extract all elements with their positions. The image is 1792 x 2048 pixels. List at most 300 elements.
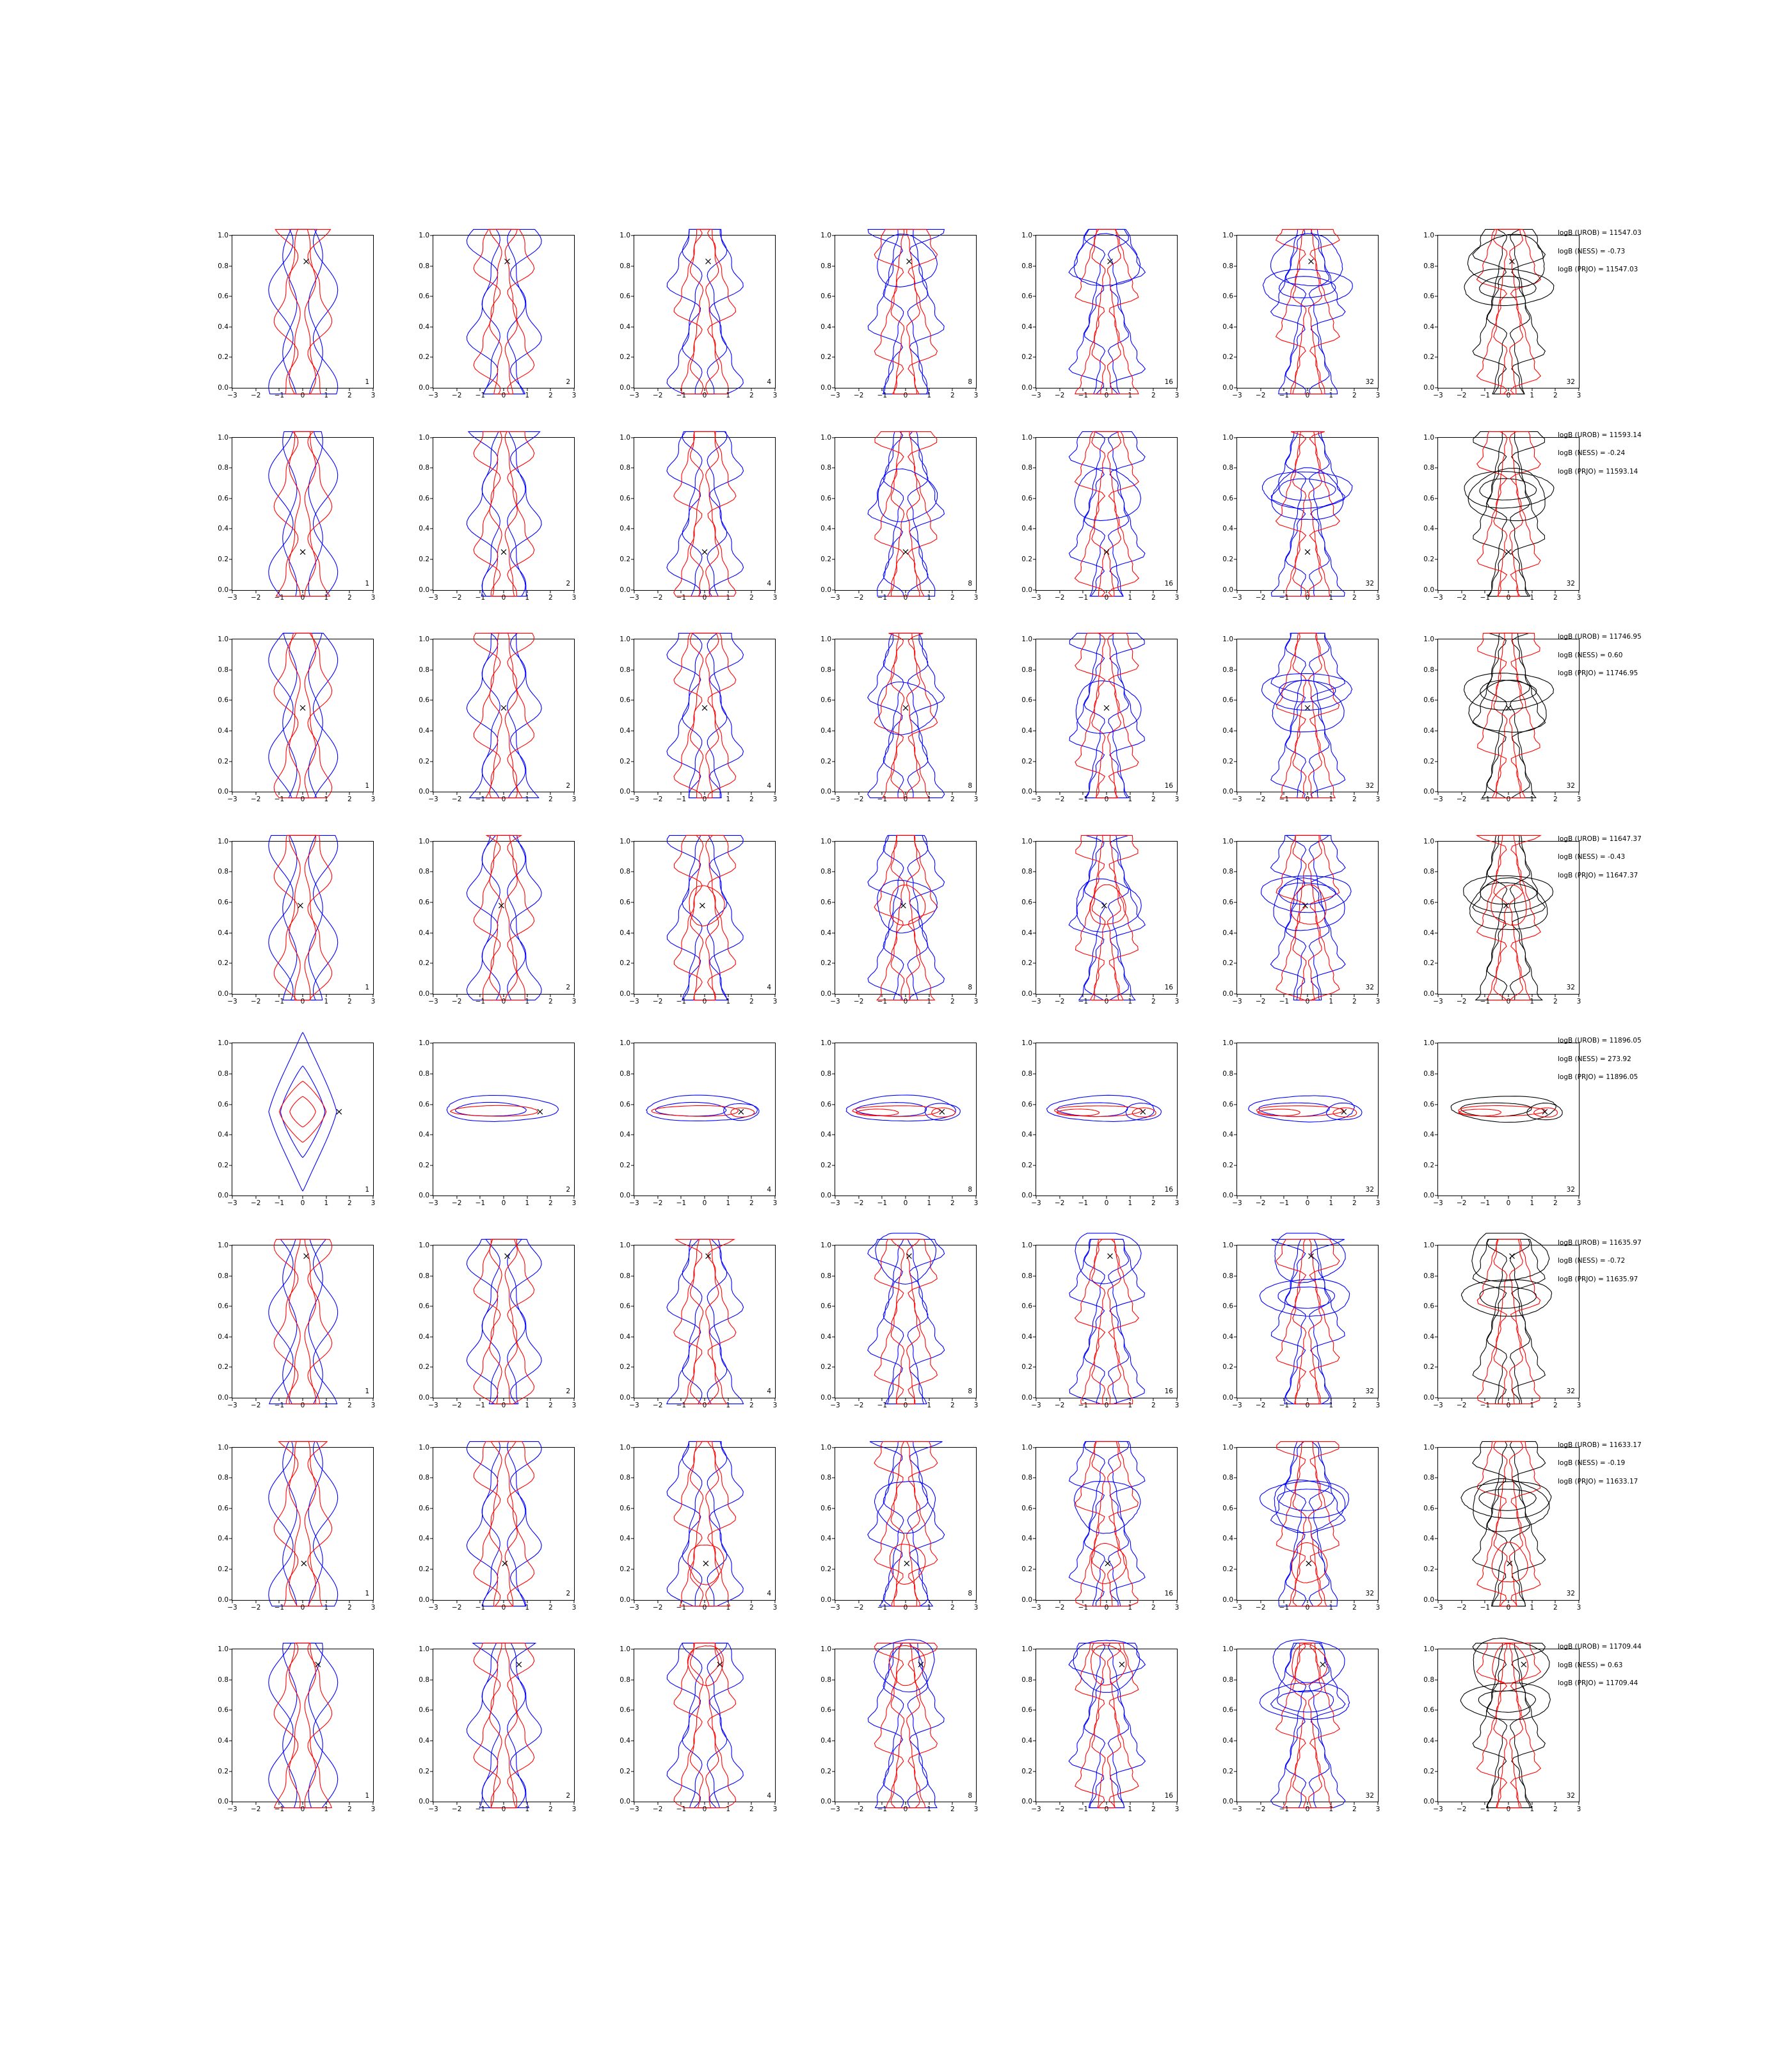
x-tick-mark [573,590,574,593]
y-tick-label: 0.4 [419,726,429,735]
y-tick-label: 0.6 [1222,898,1233,906]
truth-marker [703,1560,708,1565]
y-tick-label: 1.0 [419,231,429,239]
x-tick-mark [1106,1802,1107,1805]
y-tick-mark [832,235,835,236]
y-tick-mark [1234,761,1237,762]
x-tick-mark [372,1196,373,1199]
contour-lines [1237,1245,1378,1398]
x-tick-mark [1059,1600,1060,1603]
x-tick-label: 0 [501,392,506,399]
y-tick-mark [832,700,835,701]
x-tick-mark [1307,388,1308,391]
y-tick-label: 1.0 [820,635,831,643]
y-tick-mark [1033,1104,1036,1105]
y-tick-label: 0.8 [218,666,228,674]
x-tick-label: −1 [1480,1401,1491,1409]
x-tick-label: −2 [1054,1805,1065,1814]
y-tick-mark [832,296,835,297]
x-tick-mark [882,1398,883,1401]
logb-label: logB (NESS) = -0.19 [1558,1459,1626,1468]
x-tick-label: −1 [877,997,888,1005]
y-tick-mark [832,437,835,438]
contour-panel [600,1641,778,1823]
y-tick-label: 0.6 [1222,494,1233,502]
x-tick-label: −2 [451,392,462,399]
y-tick-mark [430,498,433,499]
y-tick-label: 0.6 [1423,1100,1434,1108]
x-tick-mark [279,792,280,795]
x-tick-mark [1555,1600,1556,1603]
x-tick-label: 1 [927,593,931,602]
y-tick-label: 1.0 [218,1645,228,1653]
x-tick-label: 0 [702,593,707,602]
y-tick-label: 0.0 [1222,787,1233,796]
x-tick-label: 1 [1128,1603,1132,1612]
x-tick-label: −1 [676,1805,687,1814]
x-tick-mark [1176,792,1177,795]
x-tick-label: −2 [250,997,261,1005]
x-tick-label: −2 [1054,392,1065,399]
y-tick-label: 1.0 [1222,1241,1233,1249]
x-tick-label: −1 [475,1401,486,1409]
y-tick-label: 0.0 [620,787,630,796]
y-tick-label: 0.8 [1423,262,1434,270]
y-tick-label: 0.0 [1222,1192,1233,1200]
x-tick-label: 0 [702,1805,707,1814]
y-tick-mark [229,669,232,670]
row-logb-labels [1558,634,1705,689]
y-tick-label: 0.2 [419,1363,429,1372]
panel-count-label: 32 [1566,1791,1575,1800]
y-tick-label: 1.0 [620,837,630,845]
logb-label: logB (UROB) = 11647.37 [1558,835,1642,843]
y-tick-label: 0.0 [218,989,228,998]
panel-axes [218,1443,376,1612]
x-tick-label: 1 [1329,1603,1333,1612]
x-tick-label: 1 [1128,997,1132,1005]
y-tick-label: 0.8 [1021,666,1032,674]
x-tick-mark [681,994,682,997]
y-tick-label: 0.6 [1021,898,1032,906]
x-tick-mark [952,1398,953,1401]
x-tick-mark [1059,1802,1060,1805]
y-tick-mark [832,357,835,358]
y-tick-mark [1435,730,1438,731]
x-tick-label: −2 [1456,593,1467,602]
x-tick-label: 0 [501,593,506,602]
x-tick-label: 2 [749,1603,754,1612]
y-tick-label: 0.2 [620,757,630,765]
y-tick-label: 0.8 [419,262,429,270]
y-tick-label: 0.2 [218,1363,228,1372]
x-tick-mark [751,1398,752,1401]
x-tick-label: −2 [1456,1401,1467,1409]
x-tick-mark [302,1600,303,1603]
x-tick-label: −2 [853,1805,864,1814]
y-tick-label: 0.8 [1021,1676,1032,1684]
x-tick-label: 1 [324,1805,328,1814]
x-tick-label: 1 [324,997,328,1005]
y-tick-mark [1033,761,1036,762]
x-tick-mark [1260,1600,1261,1603]
contour-panel [1002,429,1180,612]
contour-panel [801,429,979,612]
x-tick-mark [573,1600,574,1603]
y-tick-label: 0.4 [620,323,630,331]
row-logb-labels [1558,230,1705,285]
y-tick-label: 0.0 [218,383,228,392]
y-tick-label: 0.2 [1423,959,1434,967]
y-tick-mark [229,357,232,358]
contour-panel [1002,1237,1180,1420]
row-logb-labels [1558,1240,1705,1295]
panel-count-label: 32 [1365,1791,1374,1800]
contour-lines [433,1245,574,1398]
contour-panel [198,227,376,410]
x-tick-label: 0 [300,593,305,602]
panel-axes [1222,837,1380,1005]
panel-axes [620,837,778,1005]
x-tick-label: −3 [830,392,840,399]
x-tick-label: 2 [749,593,754,602]
x-tick-label: 1 [525,1805,529,1814]
y-tick-mark [1435,1447,1438,1448]
x-tick-mark [1307,590,1308,593]
x-tick-mark [1578,1600,1579,1603]
x-tick-label: 3 [572,392,577,399]
x-tick-mark [657,1196,658,1199]
y-tick-label: 0.8 [620,1676,630,1684]
x-tick-label: −1 [676,997,687,1005]
x-tick-mark [255,590,256,593]
y-tick-mark [631,1043,634,1044]
x-tick-mark [882,1600,883,1603]
y-tick-mark [631,1104,634,1105]
panel-axes [620,1645,778,1814]
x-tick-label: −2 [1456,1603,1467,1612]
truth-marker [298,903,303,908]
panel-axes [419,231,577,399]
x-tick-label: −1 [676,593,687,602]
contour-lines [1036,1448,1177,1600]
x-tick-label: 2 [548,1603,553,1612]
x-tick-mark [1578,1196,1579,1199]
y-tick-label: 0.0 [419,989,429,998]
x-tick-mark [975,1600,976,1603]
y-tick-label: 0.6 [620,1302,630,1310]
y-tick-label: 0.2 [1423,757,1434,765]
y-tick-mark [832,1104,835,1105]
y-tick-label: 0.6 [1222,1706,1233,1715]
x-tick-mark [456,994,457,997]
x-tick-label: 3 [1375,997,1380,1005]
y-tick-label: 0.2 [1423,1363,1434,1372]
x-tick-mark [372,388,373,391]
x-tick-label: 1 [1530,1199,1534,1208]
y-tick-label: 0.6 [820,1100,831,1108]
y-tick-label: 0.8 [620,666,630,674]
x-tick-mark [657,590,658,593]
panel-axes [1222,635,1380,804]
x-tick-label: −1 [1480,997,1491,1005]
contour-lines [634,842,775,994]
x-tick-mark [1555,1802,1556,1805]
x-tick-label: 0 [1506,1603,1511,1612]
y-tick-label: 0.8 [620,868,630,876]
y-tick-mark [1435,357,1438,358]
contour-lines [835,1448,976,1600]
y-tick-mark [229,761,232,762]
truth-marker [700,903,705,908]
x-tick-label: −2 [1054,1603,1065,1612]
x-tick-label: −3 [830,796,840,804]
x-tick-mark [882,1802,883,1805]
x-tick-label: 0 [1305,593,1310,602]
x-tick-label: 0 [501,997,506,1005]
x-tick-mark [503,994,504,997]
y-tick-mark [1435,669,1438,670]
y-tick-label: 1.0 [218,231,228,239]
y-tick-label: 0.0 [1021,1393,1032,1402]
y-tick-label: 0.2 [1222,555,1233,563]
x-tick-label: −2 [451,593,462,602]
x-tick-mark [1461,994,1462,997]
y-tick-mark [832,1336,835,1337]
contour-lines [835,1649,976,1802]
y-tick-label: 1.0 [620,1039,630,1048]
y-tick-label: 1.0 [1423,1443,1434,1452]
x-tick-label: 0 [501,1603,506,1612]
x-tick-mark [681,792,682,795]
x-tick-label: 3 [772,1603,778,1612]
x-tick-mark [681,1600,682,1603]
x-tick-label: 3 [772,997,778,1005]
y-tick-label: 0.0 [419,1797,429,1805]
x-tick-label: 0 [501,1401,506,1409]
y-tick-label: 0.4 [218,525,228,533]
y-tick-label: 0.2 [1222,757,1233,765]
x-tick-label: 3 [1576,997,1581,1005]
y-tick-mark [1435,1679,1438,1680]
panel-count-label: 32 [1566,984,1575,992]
y-tick-label: 0.4 [419,1332,429,1341]
x-tick-mark [279,994,280,997]
x-tick-label: 0 [300,796,305,804]
truth-marker [1305,705,1310,710]
x-tick-mark [1059,994,1060,997]
x-tick-mark [774,1196,775,1199]
truth-marker [900,903,906,908]
x-tick-mark [975,1802,976,1805]
y-tick-mark [832,1771,835,1772]
contour-panel [1203,1237,1380,1420]
x-tick-label: 1 [927,1401,931,1409]
panel-count-label: 4 [767,1185,771,1194]
x-tick-mark [573,994,574,997]
x-tick-mark [1437,1802,1438,1805]
y-tick-label: 0.2 [1021,1767,1032,1775]
x-tick-mark [1555,1196,1556,1199]
y-tick-label: 0.4 [1021,1130,1032,1139]
panel-count-label: 32 [1365,1590,1374,1598]
x-tick-label: −2 [250,1199,261,1208]
panel-axes [820,635,979,804]
y-tick-label: 0.0 [820,383,831,392]
y-tick-label: 0.2 [1021,757,1032,765]
x-tick-label: −3 [428,1805,438,1814]
x-tick-mark [1059,590,1060,593]
y-tick-label: 0.4 [820,525,831,533]
panel-axes [218,837,376,1005]
x-tick-label: 2 [347,1401,352,1409]
y-tick-mark [1234,1649,1237,1650]
panel-count-label: 32 [1365,1388,1374,1396]
x-tick-label: −3 [629,796,639,804]
x-tick-label: 1 [1530,796,1534,804]
y-tick-mark [1234,1771,1237,1772]
x-tick-mark [1153,1398,1154,1401]
x-tick-label: −2 [451,1805,462,1814]
y-tick-label: 0.2 [820,1767,831,1775]
y-tick-label: 0.6 [1423,898,1434,906]
panel-axes [820,1039,979,1208]
panel-count-label: 32 [1566,378,1575,386]
x-tick-label: 2 [347,392,352,399]
y-tick-mark [631,841,634,842]
truth-marker [907,259,912,264]
x-tick-label: 1 [1329,1805,1333,1814]
x-tick-label: 2 [347,1805,352,1814]
panel-axes [419,1443,577,1612]
y-tick-label: 1.0 [1222,433,1233,442]
y-tick-label: 0.6 [1021,1706,1032,1715]
x-tick-mark [1307,994,1308,997]
x-tick-mark [751,388,752,391]
y-tick-mark [631,1710,634,1711]
x-tick-label: 3 [1576,392,1581,399]
x-tick-label: −1 [1078,997,1089,1005]
contour-panel [1203,1641,1380,1823]
x-tick-label: 1 [726,1401,730,1409]
contour-panel [198,1237,376,1420]
y-tick-label: 0.4 [1423,1130,1434,1139]
x-tick-label: 3 [371,1603,376,1612]
contour-panel [1404,1237,1581,1420]
contour-lines [1036,639,1177,792]
y-tick-label: 0.0 [820,1596,831,1604]
x-tick-label: −1 [475,1805,486,1814]
x-tick-mark [1106,792,1107,795]
y-tick-mark [1234,1336,1237,1337]
panel-axes [820,433,979,602]
y-tick-label: 0.8 [1021,463,1032,472]
y-tick-mark [631,235,634,236]
y-tick-label: 0.8 [820,262,831,270]
x-tick-label: −3 [1433,796,1443,804]
x-tick-mark [1236,792,1237,795]
x-tick-label: 2 [1151,392,1156,399]
x-tick-mark [1354,792,1355,795]
truth-marker [1119,1662,1124,1667]
y-tick-label: 0.2 [218,353,228,362]
y-tick-mark [832,1740,835,1741]
x-tick-mark [480,590,481,593]
y-tick-label: 0.2 [820,353,831,362]
x-tick-label: 0 [1305,1401,1310,1409]
y-tick-mark [229,1679,232,1680]
y-tick-label: 0.6 [1423,292,1434,300]
x-tick-label: −1 [1279,392,1290,399]
x-tick-label: 0 [903,997,908,1005]
y-tick-label: 1.0 [620,635,630,643]
y-tick-mark [430,963,433,964]
x-tick-label: 0 [501,1199,506,1208]
y-tick-label: 1.0 [1021,231,1032,239]
y-tick-label: 0.0 [620,1192,630,1200]
y-tick-label: 0.4 [1423,323,1434,331]
y-tick-mark [1033,1367,1036,1368]
x-tick-label: 1 [726,997,730,1005]
y-tick-mark [832,761,835,762]
y-tick-label: 1.0 [820,1039,831,1048]
x-tick-label: 0 [300,1199,305,1208]
panel-axes [419,837,577,1005]
y-tick-label: 0.6 [620,1706,630,1715]
x-tick-label: −3 [629,997,639,1005]
x-tick-label: 0 [1305,796,1310,804]
x-tick-mark [1153,388,1154,391]
truth-marker [1503,903,1508,908]
x-tick-label: −2 [1456,997,1467,1005]
x-tick-mark [774,792,775,795]
y-tick-label: 0.2 [419,959,429,967]
panel-count-label: 8 [968,378,972,386]
x-tick-label: 3 [371,593,376,602]
y-tick-label: 0.8 [218,262,228,270]
contour-panel [399,631,577,813]
x-tick-mark [456,590,457,593]
x-tick-label: 2 [1151,593,1156,602]
x-tick-label: 0 [903,796,908,804]
contour-panel [399,833,577,1016]
x-tick-label: −2 [1456,796,1467,804]
y-tick-mark [430,1043,433,1044]
contour-panel [198,429,376,612]
x-tick-label: 2 [1151,1401,1156,1409]
contour-panel [399,1641,577,1823]
y-tick-label: 0.8 [1423,868,1434,876]
y-tick-label: 0.2 [820,1161,831,1169]
x-tick-mark [1153,1196,1154,1199]
y-tick-mark [832,1710,835,1711]
y-tick-label: 0.8 [1021,262,1032,270]
panel-count-label: 16 [1164,984,1173,992]
y-tick-label: 0.4 [1021,525,1032,533]
logb-label: logB (UROB) = 11593.14 [1558,431,1642,439]
panel-count-label: 8 [968,1590,972,1598]
x-tick-label: 1 [525,796,529,804]
x-tick-label: −3 [1433,593,1443,602]
y-tick-label: 0.4 [218,1332,228,1341]
x-tick-mark [1059,1398,1060,1401]
x-tick-mark [372,590,373,593]
y-tick-label: 0.0 [1021,1797,1032,1805]
x-tick-label: −3 [629,1199,639,1208]
x-tick-mark [1578,1398,1579,1401]
logb-label: logB (NESS) = -0.72 [1558,1257,1626,1265]
y-tick-mark [430,1710,433,1711]
